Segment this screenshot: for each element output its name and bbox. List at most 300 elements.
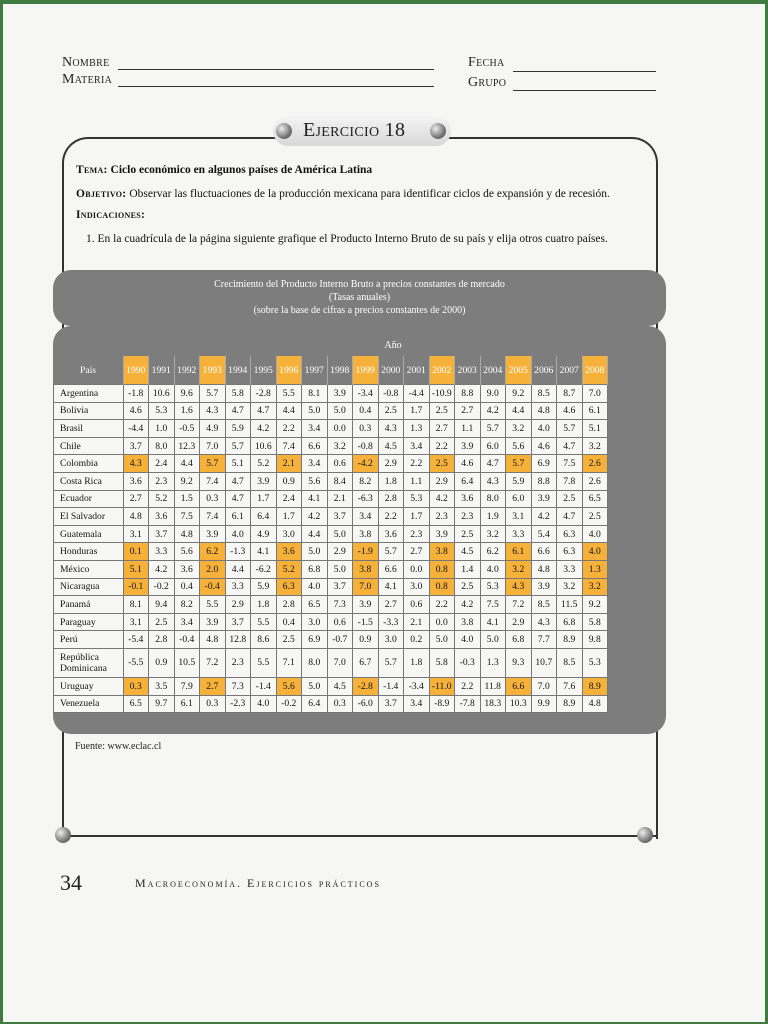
frame-corner-ball-left [55,827,71,843]
value-cell: 4.2 [429,490,455,508]
value-cell: 6.1 [174,695,200,713]
value-cell: 0.6 [327,455,353,473]
value-cell: 4.7 [251,402,277,420]
value-cell: 5.0 [327,402,353,420]
value-cell: 3.2 [506,420,532,438]
fecha-line [513,71,656,72]
value-cell: 4.1 [378,578,404,596]
value-cell: 0.3 [200,695,226,713]
table-row [54,525,608,543]
value-cell: 8.1 [123,596,149,614]
value-cell: 6.6 [378,560,404,578]
value-cell: 2.9 [506,613,532,631]
value-cell: -6.0 [353,695,379,713]
value-cell: -0.8 [378,385,404,403]
value-cell: -3.3 [378,613,404,631]
year-header: 2005 [506,356,532,385]
value-cell: 2.8 [378,490,404,508]
value-cell: 2.7 [429,420,455,438]
value-cell: -0.4 [174,631,200,649]
value-cell: 3.4 [302,420,328,438]
year-header: 2001 [404,356,430,385]
value-cell: 3.6 [149,508,175,526]
value-cell: 4.5 [327,677,353,695]
value-cell: 4.7 [480,455,506,473]
value-cell: 8.2 [174,596,200,614]
value-cell: 7.5 [480,596,506,614]
value-cell: 8.9 [582,677,608,695]
value-cell: 2.5 [276,631,302,649]
value-cell: 1.3 [404,420,430,438]
value-cell: 8.9 [557,695,583,713]
table-row [54,578,608,596]
value-cell: 10.6 [149,385,175,403]
value-cell: 10.6 [251,437,277,455]
value-cell: 7.8 [557,472,583,490]
value-cell: 1.4 [455,560,481,578]
value-cell: 2.5 [455,525,481,543]
value-cell: 7.0 [531,677,557,695]
value-cell: 4.6 [123,402,149,420]
year-header: 1992 [174,356,200,385]
value-cell: 8.8 [531,472,557,490]
value-cell: 6.6 [506,677,532,695]
value-cell: 1.7 [404,402,430,420]
value-cell: 3.3 [506,525,532,543]
value-cell: 5.3 [582,648,608,677]
value-cell: 5.7 [225,437,251,455]
value-cell: 5.7 [557,420,583,438]
value-cell: 3.2 [506,560,532,578]
value-cell: 4.7 [225,490,251,508]
value-cell: 3.9 [200,613,226,631]
value-cell: 4.3 [480,472,506,490]
value-cell: 0.0 [327,420,353,438]
year-header: 1994 [225,356,251,385]
value-cell: 0.9 [276,472,302,490]
value-cell: 5.6 [276,677,302,695]
table-title-line-1: Crecimiento del Producto Interno Bruto a precios constantes de mercado [214,279,505,290]
country-cell: República Dominicana [54,648,124,677]
value-cell: 2.3 [149,472,175,490]
value-cell: 1.8 [378,472,404,490]
table-row [54,613,608,631]
page-number: 34 [60,870,82,895]
value-cell: 3.9 [429,525,455,543]
value-cell: 4.0 [251,695,277,713]
value-cell: 6.4 [302,695,328,713]
value-cell: 3.6 [174,560,200,578]
value-cell: 4.1 [251,543,277,561]
country-cell: Uruguay [54,677,124,695]
value-cell: 2.5 [149,613,175,631]
value-cell: 1.3 [480,648,506,677]
table-row [54,596,608,614]
value-cell: -4.4 [123,420,149,438]
value-cell: 6.8 [302,560,328,578]
value-cell: 4.8 [200,631,226,649]
value-cell: 4.6 [557,402,583,420]
value-cell: -4.2 [353,455,379,473]
value-cell: 2.2 [378,508,404,526]
year-header: 2006 [531,356,557,385]
value-cell: 5.4 [531,525,557,543]
value-cell: 4.3 [200,402,226,420]
value-cell: 2.7 [200,677,226,695]
value-cell: -1.9 [353,543,379,561]
value-cell: 4.7 [225,402,251,420]
value-cell: 3.1 [123,613,149,631]
value-cell: 0.8 [429,560,455,578]
value-cell: 3.8 [429,543,455,561]
table-row [54,543,608,561]
value-cell: 3.6 [123,472,149,490]
value-cell: 10.7 [531,648,557,677]
value-cell: 3.0 [276,525,302,543]
year-header-row [54,356,608,385]
value-cell: 8.6 [251,631,277,649]
value-cell: 4.0 [480,560,506,578]
gdp-table-body [54,385,608,713]
value-cell: 3.6 [378,525,404,543]
value-cell: -10.9 [429,385,455,403]
value-cell: 3.4 [174,613,200,631]
value-cell: 6.4 [455,472,481,490]
value-cell: 4.3 [123,455,149,473]
value-cell: 3.7 [378,695,404,713]
value-cell: 5.2 [251,455,277,473]
value-cell: 6.5 [582,490,608,508]
value-cell: 5.9 [251,578,277,596]
year-header: 2000 [378,356,404,385]
table-row [54,490,608,508]
value-cell: 5.3 [404,490,430,508]
value-cell: 0.6 [327,613,353,631]
value-cell: 7.3 [225,677,251,695]
table-row [54,455,608,473]
value-cell: -0.7 [327,631,353,649]
value-cell: 3.9 [251,472,277,490]
year-header: 1999 [353,356,379,385]
value-cell: 5.5 [251,613,277,631]
country-cell: México [54,560,124,578]
value-cell: 3.7 [123,437,149,455]
value-cell: 9.8 [582,631,608,649]
value-cell: 9.0 [480,385,506,403]
value-cell: -0.1 [123,578,149,596]
value-cell: 5.0 [302,677,328,695]
objetivo-text: Observar las fluctuaciones de la producción mexicana para identificar ciclos de expansión y de recesión. [129,188,610,200]
country-cell: Ecuador [54,490,124,508]
value-cell: 6.3 [557,543,583,561]
value-cell: 5.0 [302,402,328,420]
table-title-line-3: (sobre la base de cifras a precios constantes de 2000) [253,305,466,316]
value-cell: 1.8 [404,648,430,677]
value-cell: 2.7 [123,490,149,508]
value-cell: 3.2 [480,525,506,543]
value-cell: 4.2 [302,508,328,526]
value-cell: 1.0 [149,420,175,438]
value-cell: 3.8 [353,560,379,578]
value-cell: 3.0 [302,613,328,631]
fecha-label: Fecha [468,55,505,70]
value-cell: 4.7 [225,472,251,490]
value-cell: 0.1 [123,543,149,561]
value-cell: 4.6 [455,455,481,473]
value-cell: 5.7 [200,455,226,473]
value-cell: 8.5 [531,596,557,614]
value-cell: 4.3 [378,420,404,438]
value-cell: 7.4 [200,508,226,526]
value-cell: 10.5 [174,648,200,677]
value-cell: 2.8 [276,596,302,614]
value-cell: 0.8 [429,578,455,596]
value-cell: 7.5 [174,508,200,526]
value-cell: 5.7 [378,543,404,561]
value-cell: 4.1 [302,490,328,508]
value-cell: 1.1 [455,420,481,438]
value-cell: 8.4 [327,472,353,490]
value-cell: -0.8 [353,437,379,455]
value-cell: 12.8 [225,631,251,649]
value-cell: 5.5 [200,596,226,614]
value-cell: 9.7 [149,695,175,713]
country-cell: Costa Rica [54,472,124,490]
value-cell: 1.9 [480,508,506,526]
value-cell: 3.8 [455,613,481,631]
value-cell: 5.1 [225,455,251,473]
value-cell: 5.7 [378,648,404,677]
value-cell: 2.4 [149,455,175,473]
value-cell: 6.0 [506,490,532,508]
value-cell: 1.5 [174,490,200,508]
value-cell: 2.6 [582,472,608,490]
value-cell: 4.7 [557,508,583,526]
value-cell: 8.0 [149,437,175,455]
value-cell: 5.9 [506,472,532,490]
value-cell: -1.3 [225,543,251,561]
value-cell: 5.6 [174,543,200,561]
value-cell: 3.7 [327,508,353,526]
footer-title: Macroeconomía. Ejercicios prácticos [135,876,381,890]
value-cell: 4.8 [531,402,557,420]
value-cell: 7.3 [327,596,353,614]
country-cell: Argentina [54,385,124,403]
value-cell: 1.7 [251,490,277,508]
value-cell: 6.8 [557,613,583,631]
value-cell: 4.9 [200,420,226,438]
value-cell: 0.0 [429,613,455,631]
value-cell: 8.0 [480,490,506,508]
value-cell: 2.5 [557,490,583,508]
value-cell: 3.3 [557,560,583,578]
value-cell: -0.4 [200,578,226,596]
value-cell: 6.2 [480,543,506,561]
value-cell: 8.7 [557,385,583,403]
value-cell: 2.9 [327,543,353,561]
value-cell: 4.3 [531,613,557,631]
value-cell: 2.0 [200,560,226,578]
value-cell: 0.3 [327,695,353,713]
value-cell: 6.9 [531,455,557,473]
value-cell: 7.4 [200,472,226,490]
instruction-text: 1. En la cuadrícula de la página siguiente grafique el Producto Interno Bruto de su país y elija otros cuatro países. [86,233,608,245]
value-cell: 4.1 [480,613,506,631]
value-cell: 9.9 [531,695,557,713]
grupo-label: Grupo [468,75,507,90]
value-cell: 8.5 [531,385,557,403]
value-cell: 5.1 [582,420,608,438]
value-cell: 7.0 [327,648,353,677]
ano-header: Año [384,340,402,351]
value-cell: 4.5 [455,543,481,561]
value-cell: 9.2 [174,472,200,490]
value-cell: 11.5 [557,596,583,614]
value-cell: 1.7 [404,508,430,526]
value-cell: 2.2 [429,437,455,455]
value-cell: 3.6 [276,543,302,561]
value-cell: 5.7 [200,385,226,403]
nombre-line [118,69,434,70]
country-cell: Guatemala [54,525,124,543]
value-cell: 3.7 [149,525,175,543]
country-cell: Perú [54,631,124,649]
value-cell: 6.7 [353,648,379,677]
pais-header: País [54,356,124,385]
value-cell: 1.3 [582,560,608,578]
value-cell: 4.2 [531,508,557,526]
value-cell: 4.2 [251,420,277,438]
table-row [54,508,608,526]
value-cell: 2.1 [276,455,302,473]
value-cell: 0.6 [404,596,430,614]
materia-label: Materia [62,72,113,87]
value-cell: 4.8 [582,695,608,713]
value-cell: 3.4 [404,695,430,713]
value-cell: 7.0 [582,385,608,403]
value-cell: 9.3 [506,648,532,677]
value-cell: 6.1 [582,402,608,420]
value-cell: 3.9 [455,437,481,455]
value-cell: 4.0 [225,525,251,543]
value-cell: 7.6 [557,677,583,695]
year-header: 1997 [302,356,328,385]
value-cell: 5.0 [429,631,455,649]
objetivo-line [76,188,610,200]
value-cell: 0.9 [149,648,175,677]
value-cell: -2.8 [251,385,277,403]
value-cell: 3.0 [378,631,404,649]
value-cell: 3.9 [200,525,226,543]
value-cell: 2.8 [149,631,175,649]
value-cell: 6.5 [302,596,328,614]
value-cell: 7.1 [276,648,302,677]
value-cell: 4.8 [531,560,557,578]
country-cell: Nicaragua [54,578,124,596]
value-cell: 4.8 [123,508,149,526]
objetivo-label: Objetivo: [76,188,127,200]
value-cell: 4.9 [251,525,277,543]
value-cell: -6.2 [251,560,277,578]
tema-text: Ciclo económico en algunos países de América Latina [110,164,373,176]
value-cell: 5.3 [149,402,175,420]
value-cell: 0.4 [276,613,302,631]
value-cell: -7.8 [455,695,481,713]
value-cell: 5.0 [302,543,328,561]
value-cell: 4.0 [582,525,608,543]
year-header: 1990 [123,356,149,385]
value-cell: 6.1 [506,543,532,561]
value-cell: 4.2 [480,402,506,420]
table-row [54,677,608,695]
value-cell: 3.4 [353,508,379,526]
table-row [54,472,608,490]
table-row [54,402,608,420]
value-cell: -8.9 [429,695,455,713]
value-cell: -0.3 [455,648,481,677]
value-cell: 6.3 [276,578,302,596]
value-cell: 6.6 [302,437,328,455]
value-cell: 6.6 [531,543,557,561]
value-cell: 6.1 [225,508,251,526]
value-cell: 7.5 [557,455,583,473]
country-cell: Panamá [54,596,124,614]
value-cell: -0.2 [276,695,302,713]
value-cell: -1.4 [251,677,277,695]
value-cell: 4.7 [557,437,583,455]
value-cell: 5.0 [327,525,353,543]
value-cell: 4.4 [174,455,200,473]
year-header: 2002 [429,356,455,385]
tema-label: Tema: [76,164,108,176]
value-cell: 5.1 [123,560,149,578]
value-cell: 3.1 [123,525,149,543]
exercise-title-text: Ejercicio 18 [303,119,406,141]
value-cell: 5.2 [276,560,302,578]
value-cell: 4.4 [506,402,532,420]
source-note: Fuente: www.eclac.cl [75,741,162,752]
value-cell: 3.4 [302,455,328,473]
value-cell: 5.6 [302,472,328,490]
value-cell: 5.3 [480,578,506,596]
value-cell: 2.5 [582,508,608,526]
value-cell: 6.5 [123,695,149,713]
table-row [54,420,608,438]
table-row [54,631,608,649]
value-cell: -3.4 [353,385,379,403]
value-cell: 10.3 [506,695,532,713]
nombre-label: Nombre [62,55,110,70]
value-cell: 9.2 [506,385,532,403]
value-cell: -0.2 [149,578,175,596]
value-cell: 5.7 [480,420,506,438]
value-cell: 8.2 [353,472,379,490]
value-cell: 4.0 [531,420,557,438]
value-cell: 7.7 [531,631,557,649]
value-cell: 4.5 [378,437,404,455]
value-cell: 18.3 [480,695,506,713]
value-cell: 2.4 [276,490,302,508]
value-cell: 2.5 [429,402,455,420]
value-cell: 4.0 [582,543,608,561]
value-cell: 5.0 [327,560,353,578]
value-cell: 3.9 [353,596,379,614]
value-cell: 2.7 [378,596,404,614]
grupo-line [513,90,656,91]
value-cell: -5.4 [123,631,149,649]
value-cell: 1.8 [251,596,277,614]
value-cell: 2.5 [429,455,455,473]
